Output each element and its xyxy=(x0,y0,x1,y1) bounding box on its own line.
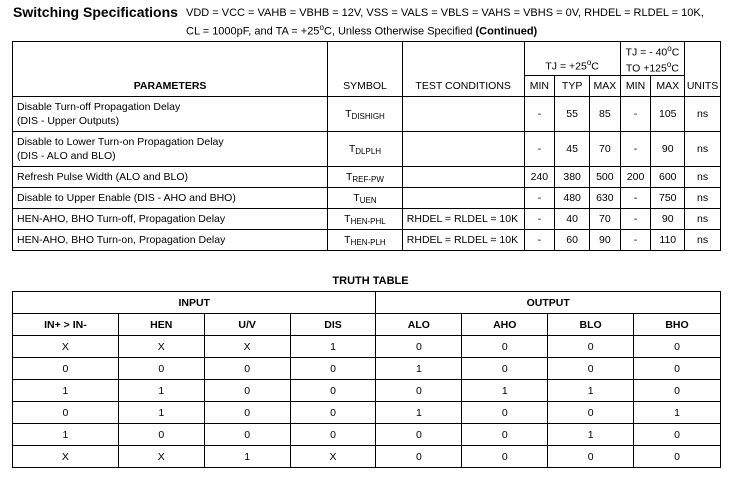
truth-column-header: HEN xyxy=(118,314,204,336)
max-range-value: 105 xyxy=(651,97,685,132)
header-min-range: MIN xyxy=(620,76,651,97)
truth-cell: 0 xyxy=(376,336,462,358)
parameter-cell xyxy=(13,209,328,230)
symbol-cell xyxy=(328,188,403,209)
test-conditions-cell xyxy=(402,188,524,209)
truth-table-body xyxy=(13,336,721,468)
min-range-value: - xyxy=(620,209,651,230)
parameter-cell xyxy=(13,188,328,209)
min-value: - xyxy=(524,188,555,209)
symbol-cell xyxy=(328,167,403,188)
symbol-text: T xyxy=(344,212,351,225)
spec-row xyxy=(13,230,721,251)
header-tj-range-line2-unit: C xyxy=(671,62,679,74)
truth-cell: 0 xyxy=(118,424,204,446)
truth-cell: 1 xyxy=(118,402,204,424)
test-conditions-cell: RHDEL = RLDEL = 10K xyxy=(402,209,524,230)
min-range-value: - xyxy=(620,97,651,132)
symbol-subscript: REF-PW xyxy=(352,174,384,184)
truth-cell: X xyxy=(13,446,119,468)
truth-cell: 0 xyxy=(462,402,548,424)
truth-cell: 1 xyxy=(13,424,119,446)
parameter-cell xyxy=(13,132,328,167)
truth-row xyxy=(13,336,721,358)
header-units: UNITS xyxy=(685,42,721,97)
truth-cell: 0 xyxy=(548,336,634,358)
truth-cell: 0 xyxy=(118,358,204,380)
truth-cell: 0 xyxy=(290,380,376,402)
typ-value: 380 xyxy=(555,167,590,188)
typ-value: 40 xyxy=(555,209,590,230)
max-value: 500 xyxy=(590,167,621,188)
truth-cell: 0 xyxy=(462,446,548,468)
parameter-name: HEN-AHO, BHO Turn-off, Propagation Delay xyxy=(17,213,226,225)
truth-cell: 0 xyxy=(13,402,119,424)
symbol-text: T xyxy=(345,107,352,120)
truth-cell: 0 xyxy=(462,424,548,446)
test-conditions-cell xyxy=(402,132,524,167)
conditions-line-1: VDD = VCC = VAHB = VBHB = 12V, VSS = VALS = VBLS = VAHS = VBHS = 0V, RHDEL = RLDEL = 10K, xyxy=(186,7,704,19)
max-value: 70 xyxy=(590,209,621,230)
symbol-subscript: HEN-PLH xyxy=(350,237,386,247)
symbol-subscript: HEN-PHL xyxy=(350,216,386,226)
header-symbol: SYMBOL xyxy=(328,42,403,97)
truth-column-header: AHO xyxy=(462,314,548,336)
truth-cell: 0 xyxy=(204,402,290,424)
min-range-value: 200 xyxy=(620,167,651,188)
header-tj-25-text: TJ = +25 xyxy=(545,60,587,72)
header-tj-range-line1-unit: C xyxy=(671,46,680,59)
header-tj-25 xyxy=(524,42,620,76)
truth-cell: 0 xyxy=(290,424,376,446)
parameter-cell xyxy=(13,230,328,251)
truth-cell: X xyxy=(118,336,204,358)
truth-column-header: BHO xyxy=(634,314,721,336)
truth-row xyxy=(13,380,721,402)
truth-table-title: TRUTH TABLE xyxy=(332,275,409,287)
symbol-subscript: DISHIGH xyxy=(351,111,385,121)
truth-cell: 0 xyxy=(204,380,290,402)
parameter-name: Refresh Pulse Width (ALO and BLO) xyxy=(17,171,188,183)
units-value: ns xyxy=(685,188,721,209)
truth-cell: 1 xyxy=(548,380,634,402)
degree-symbol: o xyxy=(319,23,324,32)
section-title: Switching Specifications xyxy=(13,4,178,20)
conditions-line-2 xyxy=(186,23,537,38)
truth-cell: 0 xyxy=(376,424,462,446)
units-value: ns xyxy=(685,230,721,251)
symbol-text: T xyxy=(345,170,353,183)
truth-header-output: OUTPUT xyxy=(376,292,721,314)
header-test-conditions: TEST CONDITIONS xyxy=(402,42,524,97)
truth-cell: 0 xyxy=(634,446,721,468)
min-range-value: - xyxy=(620,188,651,209)
truth-cell: 1 xyxy=(204,446,290,468)
max-value: 70 xyxy=(590,132,621,167)
truth-cell: 1 xyxy=(548,424,634,446)
units-value: ns xyxy=(685,167,721,188)
symbol-cell xyxy=(328,209,403,230)
units-value: ns xyxy=(685,132,721,167)
truth-cell: 0 xyxy=(634,358,721,380)
truth-cell: 0 xyxy=(290,358,376,380)
spec-row xyxy=(13,97,721,132)
min-value: - xyxy=(524,209,555,230)
parameter-name: Disable Turn-off Propagation Delay xyxy=(17,101,181,113)
truth-cell: X xyxy=(290,446,376,468)
min-value: - xyxy=(524,132,555,167)
spec-row xyxy=(13,209,721,230)
truth-row xyxy=(13,424,721,446)
truth-cell: X xyxy=(13,336,119,358)
min-value: - xyxy=(524,97,555,132)
truth-table xyxy=(12,291,721,468)
spec-row xyxy=(13,132,721,167)
symbol-cell xyxy=(328,97,403,132)
parameter-name: Disable to Upper Enable (DIS - AHO and BHO) xyxy=(17,192,236,204)
min-value: - xyxy=(524,230,555,251)
symbol-text: T xyxy=(344,233,351,246)
header-min: MIN xyxy=(524,76,555,97)
truth-cell: 1 xyxy=(376,358,462,380)
parameter-cell xyxy=(13,97,328,132)
symbol-cell xyxy=(328,230,403,251)
header-tj-range xyxy=(620,42,684,76)
truth-cell: 1 xyxy=(376,402,462,424)
truth-cell: 1 xyxy=(634,402,721,424)
conditions-line-2-text: CL = 1000pF, and TA = +25 xyxy=(186,25,320,38)
max-range-value: 600 xyxy=(651,167,685,188)
header-tj-range-line2: TO +125 xyxy=(625,62,667,74)
truth-cell: 0 xyxy=(634,336,721,358)
min-range-value: - xyxy=(620,132,651,167)
degree-symbol: o xyxy=(666,59,672,69)
truth-cell: 1 xyxy=(118,380,204,402)
truth-cell: 0 xyxy=(634,424,721,446)
truth-cell: 0 xyxy=(376,380,462,402)
truth-cell: 0 xyxy=(376,446,462,468)
truth-header-input: INPUT xyxy=(13,292,376,314)
truth-column-header: U/V xyxy=(204,314,290,336)
test-conditions-cell: RHDEL = RLDEL = 10K xyxy=(402,230,524,251)
truth-row xyxy=(13,402,721,424)
symbol-cell xyxy=(328,132,403,167)
truth-cell: 1 xyxy=(462,380,548,402)
truth-cell: 0 xyxy=(548,358,634,380)
header-max-range: MAX xyxy=(651,76,685,97)
truth-cell: 0 xyxy=(548,402,634,424)
test-conditions-cell xyxy=(402,167,524,188)
max-value: 90 xyxy=(590,230,621,251)
truth-column-header: DIS xyxy=(290,314,376,336)
symbol-subscript: DLPLH xyxy=(355,146,382,156)
truth-row xyxy=(13,446,721,468)
parameter-detail: (DIS - ALO and BLO) xyxy=(17,150,116,162)
max-range-value: 750 xyxy=(651,188,685,209)
max-range-value: 110 xyxy=(651,230,685,251)
parameter-name: Disable to Lower Turn-on Propagation Delay xyxy=(17,136,224,148)
truth-cell: 0 xyxy=(548,446,634,468)
degree-symbol: o xyxy=(667,44,672,53)
truth-column-header: IN+ > IN- xyxy=(13,314,119,336)
units-value: ns xyxy=(685,97,721,132)
truth-cell: 0 xyxy=(204,424,290,446)
max-range-value: 90 xyxy=(651,132,685,167)
parameter-detail: (DIS - Upper Outputs) xyxy=(17,115,120,127)
truth-cell: X xyxy=(204,336,290,358)
parameter-cell xyxy=(13,167,328,188)
spec-row xyxy=(13,167,721,188)
units-value: ns xyxy=(685,209,721,230)
conditions-line-2-text-end: C, Unless Otherwise Specified xyxy=(323,25,473,38)
min-range-value: - xyxy=(620,230,651,251)
max-range-value: 90 xyxy=(651,209,685,230)
spec-row xyxy=(13,188,721,209)
test-conditions-cell xyxy=(402,97,524,132)
symbol-text: T xyxy=(348,142,356,155)
header-max: MAX xyxy=(590,76,621,97)
typ-value: 45 xyxy=(555,132,590,167)
truth-cell: 0 xyxy=(634,380,721,402)
switching-specifications-table xyxy=(12,41,721,251)
typ-value: 55 xyxy=(555,97,590,132)
header-tj-range-line1: TJ = - 40 xyxy=(625,46,668,59)
truth-cell: X xyxy=(118,446,204,468)
typ-value: 60 xyxy=(555,230,590,251)
truth-cell: 0 xyxy=(462,336,548,358)
header-parameters: PARAMETERS xyxy=(13,42,328,97)
continued-label: (Continued) xyxy=(475,25,538,38)
parameter-name: HEN-AHO, BHO Turn-on, Propagation Delay xyxy=(17,234,226,246)
min-value: 240 xyxy=(524,167,555,188)
symbol-subscript: UEN xyxy=(359,195,377,205)
max-value: 85 xyxy=(590,97,621,132)
truth-cell: 1 xyxy=(13,380,119,402)
degree-symbol: o xyxy=(586,57,592,67)
truth-row xyxy=(13,358,721,380)
truth-column-header: ALO xyxy=(376,314,462,336)
header-tj-25-unit: C xyxy=(591,60,599,72)
truth-cell: 1 xyxy=(290,336,376,358)
symbol-text: T xyxy=(353,191,360,204)
truth-cell: 0 xyxy=(204,358,290,380)
header-typ: TYP xyxy=(555,76,590,97)
typ-value: 480 xyxy=(555,188,590,209)
truth-cell: 0 xyxy=(290,402,376,424)
truth-cell: 0 xyxy=(13,358,119,380)
max-value: 630 xyxy=(590,188,621,209)
truth-column-header: BLO xyxy=(548,314,634,336)
spec-table-body xyxy=(13,97,721,251)
truth-cell: 0 xyxy=(462,358,548,380)
truth-column-headers xyxy=(13,314,721,336)
